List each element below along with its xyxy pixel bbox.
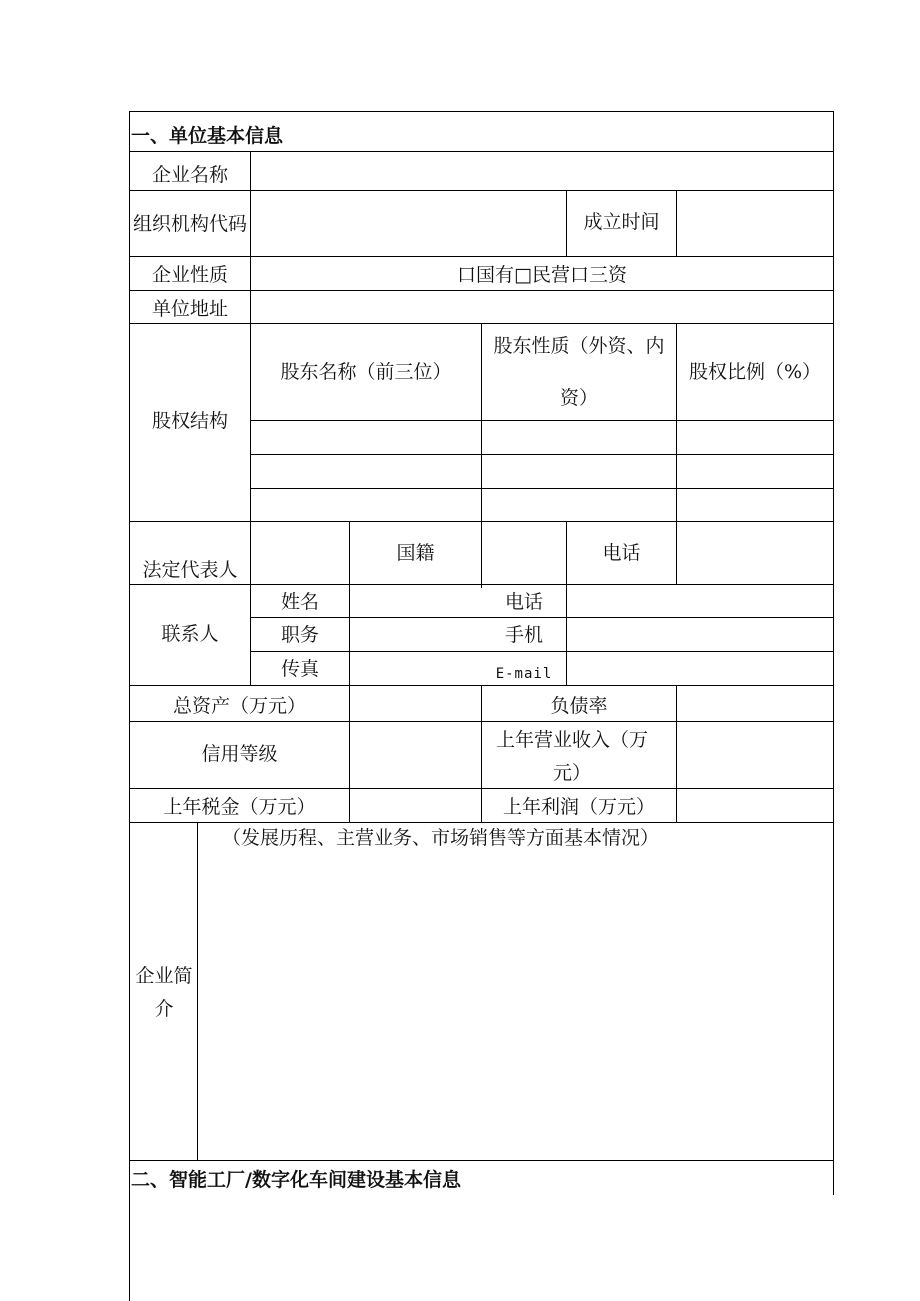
legal-rep-field[interactable] [252,523,348,583]
equity-ratio-header: 股权比例（%） [688,361,822,383]
shareholder-name-field[interactable] [252,490,480,520]
contact-email-field[interactable] [568,653,832,684]
legal-rep-phone-field[interactable] [678,523,832,583]
shareholder-type-header: 股东性质（外资、内资） [493,335,665,409]
section-title: 二、智能工厂/数字化车间建设基本信息 [131,1169,461,1191]
contact-position-label: 职务 [280,624,319,646]
table-border [676,685,677,822]
credit-rating-label: 信用等级 [201,743,278,765]
legal-rep-phone-label: 电话 [602,542,641,564]
shareholder-name-field[interactable] [252,456,480,487]
table-border [676,190,677,256]
debt-ratio-field[interactable] [678,687,832,720]
founded-label: 成立时间 [583,211,660,233]
contact-phone-field[interactable] [568,586,832,616]
contact-position-field[interactable] [351,619,480,650]
profit-field[interactable] [678,790,832,821]
company-nature-options[interactable]: 口国有□民营口三资 [457,264,627,286]
company-nature-label: 企业性质 [151,264,228,286]
table-border [250,454,834,455]
debt-ratio-label: 负债率 [550,695,608,717]
address-label: 单位地址 [151,298,228,320]
contact-fax-label: 传真 [280,658,319,680]
table-border [129,256,834,257]
shareholder-type-field[interactable] [483,490,675,520]
company-intro-field[interactable] [199,856,832,1158]
tax-label: 上年税金（万元） [163,796,316,818]
contact-mobile-field[interactable] [568,619,832,650]
section-title: 一、单位基本信息 [131,125,284,147]
founded-field[interactable] [678,192,832,255]
org-code-label: 组织机构代码 [132,212,247,235]
contact-name-field[interactable] [351,586,480,616]
contact-label: 联系人 [161,623,219,645]
revenue-field[interactable] [678,723,832,787]
shareholder-type-field[interactable] [483,422,675,453]
shareholder-name-header: 股东名称（前三位） [280,361,452,383]
contact-phone-label: 电话 [504,591,543,613]
contact-name-label: 姓名 [280,591,319,613]
legal-rep-label: 法定代表人 [142,559,238,581]
equity-structure-label: 股权结构 [151,410,228,432]
table-border [250,488,834,489]
contact-email-label: E-mail [495,666,553,682]
equity-ratio-field[interactable] [678,422,832,453]
nationality-field[interactable] [483,523,565,583]
credit-rating-field[interactable] [351,723,480,787]
table-border [129,111,834,112]
total-assets-label: 总资产（万元） [172,695,306,717]
address-field[interactable] [252,292,832,322]
company-intro-label: 企业简介 [135,965,193,1020]
org-code-field[interactable] [252,192,565,255]
profit-label: 上年利润（万元） [502,796,655,818]
shareholder-type-field[interactable] [483,456,675,487]
table-border [676,323,677,521]
equity-ratio-field[interactable] [678,490,832,520]
contact-mobile-label: 手机 [504,624,543,646]
nationality-label: 国籍 [396,542,435,564]
equity-ratio-field[interactable] [678,456,832,487]
contact-fax-field[interactable] [351,653,480,684]
table-border [676,521,677,584]
company-intro-hint: （发展历程、主营业务、市场销售等方面基本情况） [222,827,660,849]
total-assets-field[interactable] [351,687,480,720]
company-name-field[interactable] [252,153,832,189]
revenue-label: 上年营业收入（万元） [495,729,648,784]
table-border [129,1160,834,1161]
shareholder-name-field[interactable] [252,422,480,453]
table-border [197,822,198,1160]
tax-field[interactable] [351,790,480,821]
company-name-label: 企业名称 [151,164,228,186]
table-border [833,111,834,1195]
